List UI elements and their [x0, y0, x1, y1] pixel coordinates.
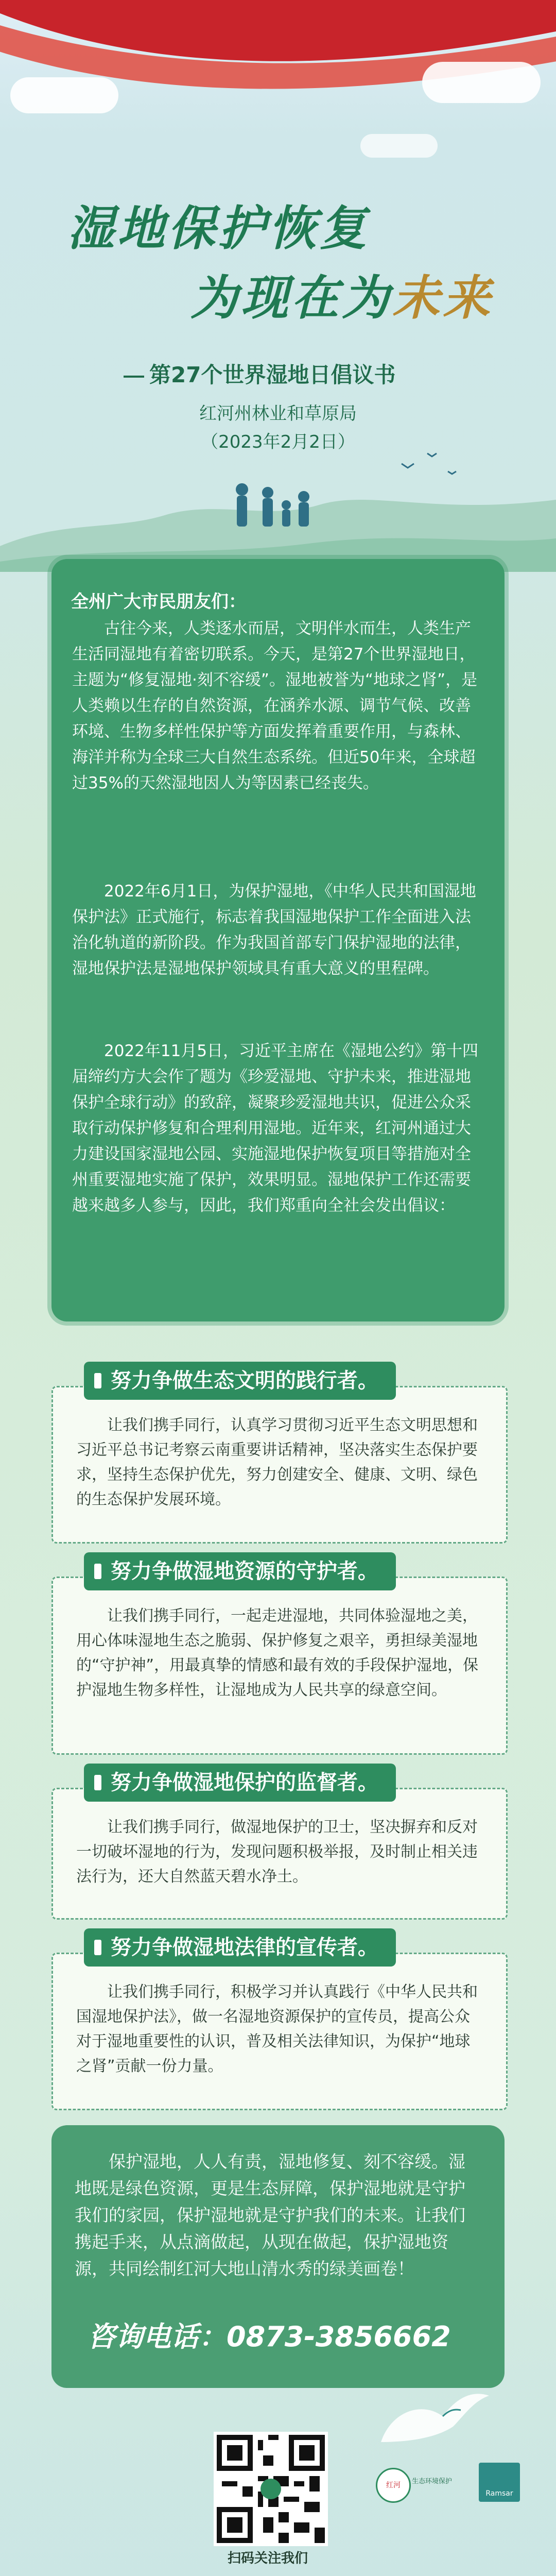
heron-illustration — [360, 2380, 494, 2458]
logo-2: 生态环境保护 — [412, 2478, 453, 2485]
section-body: 让我们携手同行，认真学习贯彻习近平生态文明思想和习近平总书记考察云南重要讲话精神，坚决落实生态保护要求，坚持生态保护优先，努力创建安全、健康、文明、绿色的生态保护发展环境。 — [76, 1416, 478, 1509]
cloud-decoration — [10, 77, 118, 113]
landscape-illustration — [0, 443, 556, 572]
page-title-line2: 为现在为未来 — [190, 270, 494, 326]
qr-caption: 扫码关注我们 — [227, 2551, 308, 2566]
qr-code[interactable] — [214, 2432, 328, 2546]
salutation: 全州广大市民朋友们： — [71, 591, 246, 612]
section-body: 让我们携手同行，做湿地保护的卫士，坚决摒弃和反对一切破坏湿地的行为，发现问题积极举报，及时制止相关违法行为，还大自然蓝天碧水净土。 — [76, 1818, 478, 1886]
cloud-decoration — [360, 134, 438, 158]
section-heading: 努力争做生态文明的践行者。 — [84, 1362, 396, 1400]
section-heading: 努力争做湿地法律的宣传者。 — [84, 1928, 396, 1967]
intro-paragraph: 古往今来，人类逐水而居，文明伴水而生，人类生产生活同湿地有着密切联系。今天，是第27个世界湿地日，主题为“修复湿地·刻不容缓”。湿地被誉为“地球之肾”，是人类赖以生存的自然资源，在涵养水源、调节气候、改善环境、生物多样性保护等方面发挥着重要作用，与森林、海洋并称为全球三大自然生态系统。但近50年来，全球超过35%的天然湿地因人为等因素已经丧失。 — [72, 619, 478, 792]
section-body: 让我们携手同行，一起走进湿地，共同体验湿地之美，用心体味湿地生态之脆弱、保护修复之艰辛，勇担绿美湿地的“守护神”，用最真挚的情感和最有效的手段保护湿地，保护湿地生物多样性，让湿地成为人民共享的绿意空间。 — [76, 1607, 479, 1699]
issue-date: （2023年2月2日） — [201, 432, 355, 452]
intro-paragraph: 2022年6月1日，为保护湿地，《中华人民共和国湿地保护法》正式施行，标志着我国湿地保护工作全面进入法治化轨道的新阶段。作为我国首部专门保护湿地的法律，湿地保护法是湿地保护领域具有重大意义的里程碑。 — [72, 882, 476, 978]
intro-card — [51, 559, 505, 1321]
section-body: 让我们携手同行，积极学习并认真践行《中华人民共和国湿地保护法》，做一名湿地资源保护的宣传员，提高公众对于湿地重要性的认识，普及相关法律知识，为保护“地球之肾”贡献一份力量。 — [76, 1983, 478, 2075]
issuing-org: 红河州林业和草原局 — [199, 403, 357, 424]
logo-1: 红河 — [376, 2468, 411, 2503]
initiative-section — [51, 1936, 508, 2110]
initiative-section — [51, 1369, 508, 1544]
qr-code-icon — [217, 2435, 325, 2543]
slogan-text: 保护湿地，人人有责，湿地修复、刻不容缓。湿地既是绿色资源，更是生态屏障，保护湿地就是守护我们的家园，保护湿地就是守护我们的未来。让我们携起手来，从点滴做起，从现在做起，保护湿地资源，共同绘制红河大地山清水秀的绿美画卷！ — [75, 2151, 465, 2279]
cloud-decoration — [422, 62, 541, 103]
section-heading: 努力争做湿地保护的监督者。 — [84, 1764, 396, 1802]
slogan-card — [51, 2125, 505, 2388]
initiative-section — [51, 1771, 508, 1920]
hotline[interactable]: 咨询电话：0873-3856662 — [88, 2320, 451, 2353]
intro-paragraph: 2022年11月5日，习近平主席在《湿地公约》第十四届缔约方大会作了题为《珍爱湿地、守护未来，推进湿地保护全球行动》的致辞，凝聚珍爱湿地共识，促进公众采取行动保护修复和合理利用湿地。近年来，红河州通过大力建设国家湿地公园、实施湿地保护恢复项目等措施对全州重要湿地实施了保护，效果明显。湿地保护工作还需要越来越多人参与，因此，我们郑重向全社会发出倡议： — [72, 1042, 479, 1215]
initiative-section — [51, 1560, 508, 1755]
page-title-line1: 湿地保护恢复 — [67, 201, 370, 256]
ramsar-logo: Ramsar — [479, 2463, 520, 2502]
section-heading: 努力争做湿地资源的守护者。 — [84, 1552, 396, 1590]
page-subtitle: 第27个世界湿地日倡议书 — [124, 358, 395, 389]
